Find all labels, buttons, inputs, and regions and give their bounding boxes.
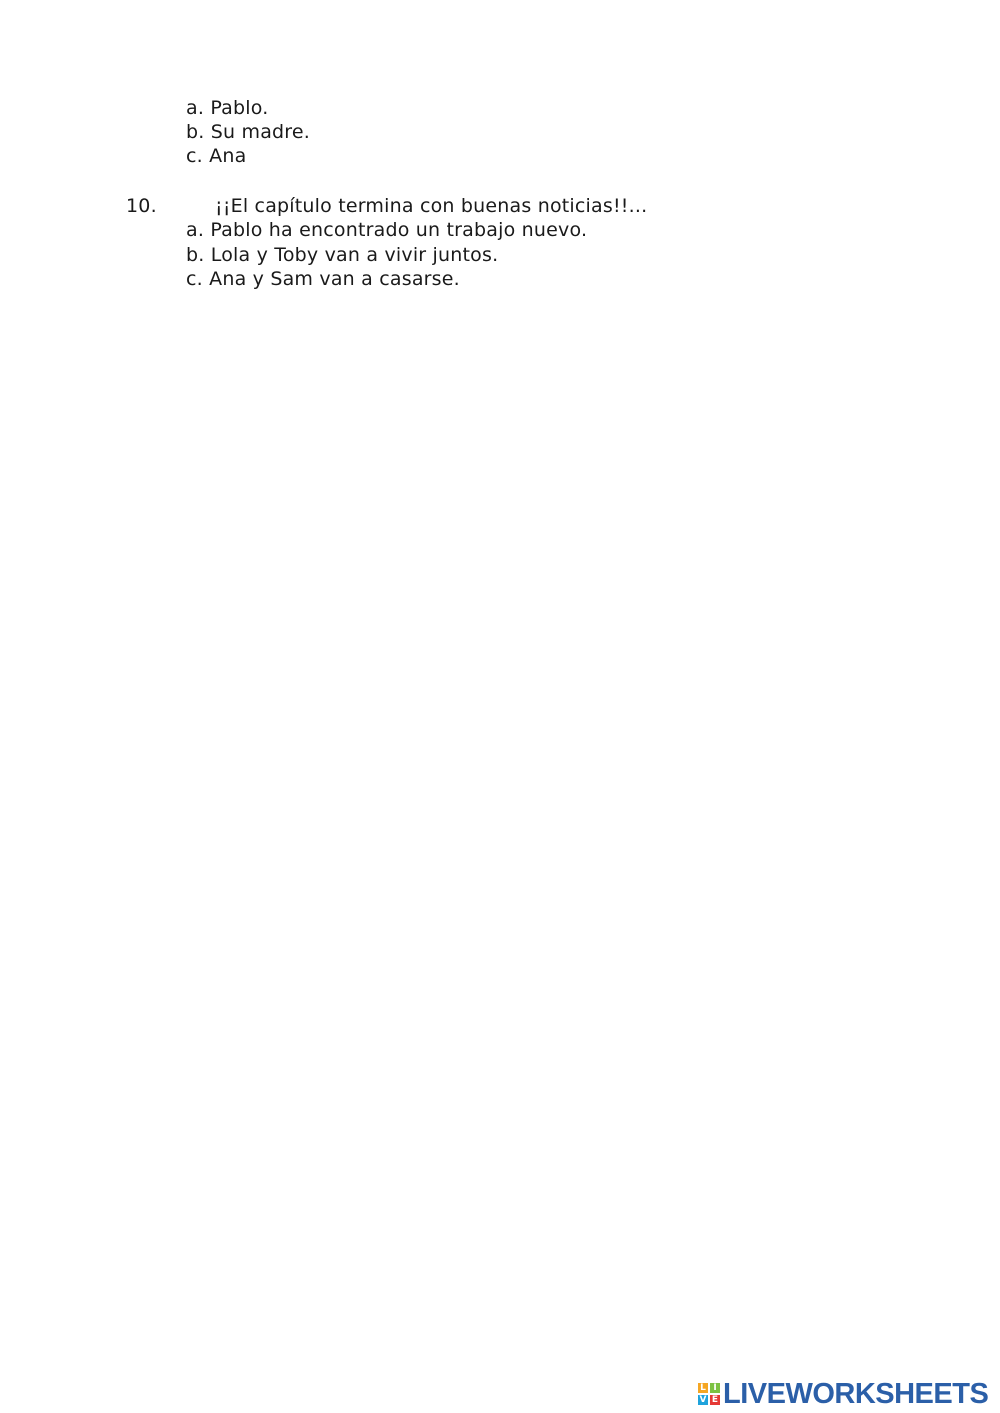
logo-letter: V xyxy=(697,1394,709,1406)
option-a-previous[interactable]: a. Pablo. xyxy=(186,97,269,119)
option-a-q10[interactable]: a. Pablo ha encontrado un trabajo nuevo. xyxy=(186,219,588,241)
option-c-q10[interactable]: c. Ana y Sam van a casarse. xyxy=(186,268,460,290)
question-number: 10. xyxy=(126,195,157,217)
logo-icon xyxy=(697,1382,721,1406)
option-c-previous[interactable]: c. Ana xyxy=(186,145,247,167)
liveworksheets-logo[interactable] xyxy=(697,1378,988,1410)
option-b-previous[interactable]: b. Su madre. xyxy=(186,121,311,143)
option-b-q10[interactable]: b. Lola y Toby van a vivir juntos. xyxy=(186,244,499,266)
question-prompt: ¡¡El capítulo termina con buenas noticias!!... xyxy=(215,195,648,217)
logo-letter: I xyxy=(709,1382,721,1394)
logo-letter: E xyxy=(709,1394,721,1406)
logo-text: LIVEWORKSHEETS xyxy=(723,1378,989,1410)
logo-letter: L xyxy=(697,1382,709,1394)
